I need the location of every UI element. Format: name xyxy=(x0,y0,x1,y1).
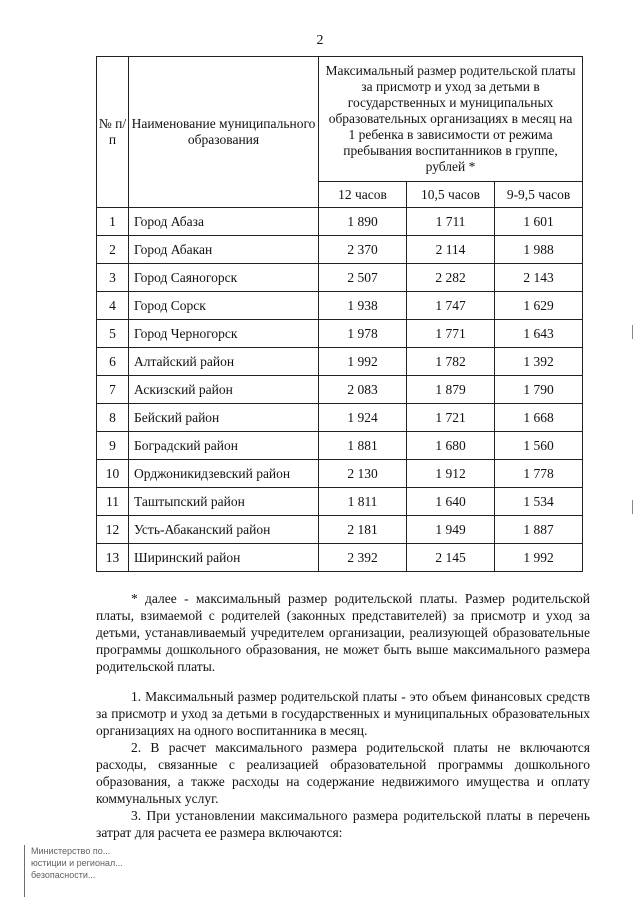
row-name: Боградский район xyxy=(129,432,319,460)
row-value-9h: 1 629 xyxy=(495,292,583,320)
row-value-10-5h: 1 711 xyxy=(407,208,495,236)
row-value-10-5h: 1 721 xyxy=(407,404,495,432)
header-12h: 12 часов xyxy=(319,182,407,208)
row-value-12h: 1 924 xyxy=(319,404,407,432)
row-value-10-5h: 1 771 xyxy=(407,320,495,348)
row-value-10-5h: 1 747 xyxy=(407,292,495,320)
paragraph-1: 1. Максимальный размер родительской платы - это объем финансовых средств за присмотр и уход за детьми в государственных и муниципальных образовательных организациях на одного воспитанника в месяц. xyxy=(96,689,590,738)
row-value-12h: 1 992 xyxy=(319,348,407,376)
row-name: Город Абакан xyxy=(129,236,319,264)
row-value-9h: 1 601 xyxy=(495,208,583,236)
row-name: Аскизский район xyxy=(129,376,319,404)
row-name: Ширинский район xyxy=(129,544,319,572)
header-9h: 9-9,5 часов xyxy=(495,182,583,208)
row-value-10-5h: 2 282 xyxy=(407,264,495,292)
row-number: 12 xyxy=(97,516,129,544)
row-value-12h: 2 083 xyxy=(319,376,407,404)
header-num: № п/п xyxy=(97,57,129,208)
footnote xyxy=(96,590,590,675)
row-value-10-5h: 2 145 xyxy=(407,544,495,572)
row-value-9h: 1 534 xyxy=(495,488,583,516)
row-name: Город Абаза xyxy=(129,208,319,236)
table-row xyxy=(97,264,583,292)
row-number: 11 xyxy=(97,488,129,516)
row-value-10-5h: 1 879 xyxy=(407,376,495,404)
scan-mark xyxy=(632,500,633,514)
stamp-line-2: юстиции и регионал... xyxy=(31,858,123,868)
row-value-12h: 2 130 xyxy=(319,460,407,488)
row-number: 2 xyxy=(97,236,129,264)
footnote-text: * далее - максимальный размер родительской платы. Размер родительской платы, взимаемой с родителей (законных представителей) за присмотр и уход за детьми, устанавливаемый учредителем организации, реализующей образовательные программы дошкольного образования, не может быть выше максимального размера родительской платы. xyxy=(96,591,590,674)
row-value-9h: 2 143 xyxy=(495,264,583,292)
paragraph-3: 3. При установлении максимального размера родительской платы в перечень затрат для расчета ее размера включаются: xyxy=(96,808,590,840)
row-name: Орджоникидзевский район xyxy=(129,460,319,488)
row-value-12h: 2 181 xyxy=(319,516,407,544)
row-name: Город Черногорск xyxy=(129,320,319,348)
row-value-12h: 1 890 xyxy=(319,208,407,236)
row-value-12h: 1 938 xyxy=(319,292,407,320)
row-number: 6 xyxy=(97,348,129,376)
row-value-9h: 1 790 xyxy=(495,376,583,404)
row-number: 8 xyxy=(97,404,129,432)
row-value-10-5h: 1 782 xyxy=(407,348,495,376)
row-value-9h: 1 992 xyxy=(495,544,583,572)
row-value-12h: 2 507 xyxy=(319,264,407,292)
row-number: 3 xyxy=(97,264,129,292)
table-row xyxy=(97,208,583,236)
fee-table xyxy=(96,56,583,572)
stamp-line-3: безопасности... xyxy=(31,870,96,880)
row-value-10-5h: 1 912 xyxy=(407,460,495,488)
approval-stamp xyxy=(24,845,151,897)
row-value-9h: 1 887 xyxy=(495,516,583,544)
table-row xyxy=(97,320,583,348)
row-value-12h: 2 370 xyxy=(319,236,407,264)
row-number: 9 xyxy=(97,432,129,460)
row-value-10-5h: 1 680 xyxy=(407,432,495,460)
table-row xyxy=(97,236,583,264)
header-10-5h: 10,5 часов xyxy=(407,182,495,208)
table-row xyxy=(97,488,583,516)
row-name: Таштыпский район xyxy=(129,488,319,516)
row-value-12h: 1 811 xyxy=(319,488,407,516)
header-name: Наименование муниципального образования xyxy=(129,57,319,208)
table-row xyxy=(97,292,583,320)
row-number: 5 xyxy=(97,320,129,348)
row-number: 13 xyxy=(97,544,129,572)
row-name: Город Саяногорск xyxy=(129,264,319,292)
row-value-10-5h: 2 114 xyxy=(407,236,495,264)
row-value-9h: 1 668 xyxy=(495,404,583,432)
page-number: 2 xyxy=(316,33,324,48)
table-row xyxy=(97,376,583,404)
row-name: Алтайский район xyxy=(129,348,319,376)
row-value-12h: 1 881 xyxy=(319,432,407,460)
row-number: 7 xyxy=(97,376,129,404)
row-number: 4 xyxy=(97,292,129,320)
header-fee-group: Максимальный размер родительской платы за присмотр и уход за детьми в государственных и муниципальных образовательных организациях в месяц на 1 ребенка в зависимости от режима пребывания воспитанников в группе, рублей * xyxy=(319,57,583,182)
stamp-line-1: Министерство по... xyxy=(31,846,111,856)
row-number: 1 xyxy=(97,208,129,236)
table-row xyxy=(97,544,583,572)
row-name: Бейский район xyxy=(129,404,319,432)
row-value-12h: 2 392 xyxy=(319,544,407,572)
row-name: Город Сорск xyxy=(129,292,319,320)
row-value-10-5h: 1 640 xyxy=(407,488,495,516)
row-value-9h: 1 988 xyxy=(495,236,583,264)
table-row xyxy=(97,460,583,488)
row-value-9h: 1 778 xyxy=(495,460,583,488)
row-name: Усть-Абаканский район xyxy=(129,516,319,544)
paragraph-2: 2. В расчет максимального размера родительской платы не включаются расходы, связанные с реализацией образовательной программы дошкольного образования, а также расходы на содержание недвижимого имущества и оплату коммунальных услуг. xyxy=(96,740,590,806)
table-row xyxy=(97,432,583,460)
row-value-12h: 1 978 xyxy=(319,320,407,348)
body-paragraphs xyxy=(96,688,590,841)
row-value-10-5h: 1 949 xyxy=(407,516,495,544)
scan-mark xyxy=(632,325,633,339)
row-number: 10 xyxy=(97,460,129,488)
table-row xyxy=(97,516,583,544)
table-row xyxy=(97,348,583,376)
row-value-9h: 1 392 xyxy=(495,348,583,376)
row-value-9h: 1 643 xyxy=(495,320,583,348)
row-value-9h: 1 560 xyxy=(495,432,583,460)
table-row xyxy=(97,404,583,432)
